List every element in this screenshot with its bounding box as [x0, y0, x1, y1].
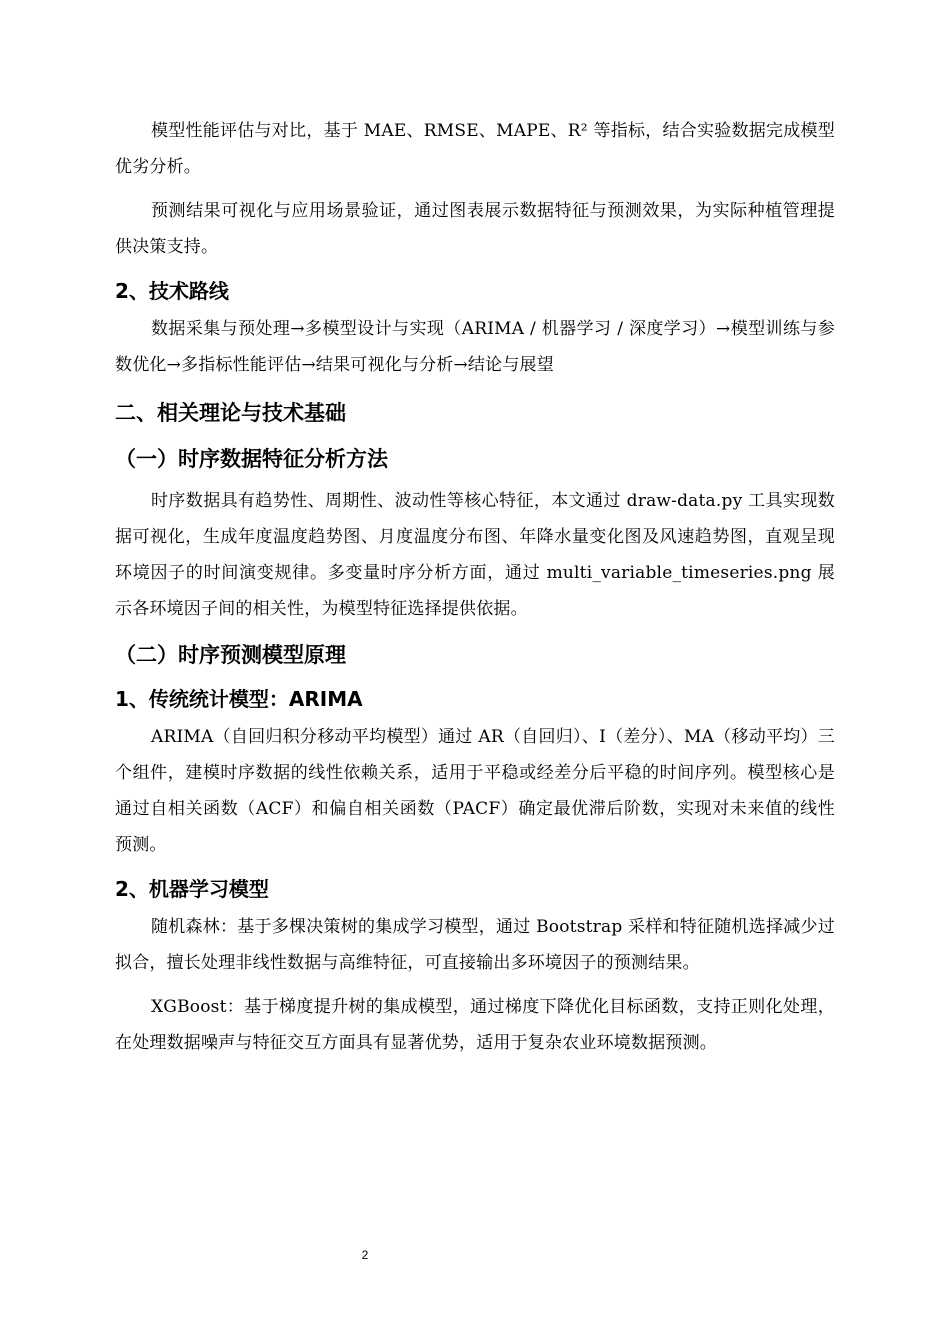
paragraph-visualization: 预测结果可视化与应用场景验证，通过图表展示数据特征与预测效果，为实际种植管理提供决策支持。	[115, 201, 835, 257]
paragraph-xgboost: XGBoost：基于梯度提升树的集成模型，通过梯度下降优化目标函数，支持正则化处理，在处理数据噪声与特征交互方面具有显著优势，适用于复杂农业环境数据预测。	[115, 997, 835, 1053]
page-number: 2	[361, 1248, 369, 1262]
paragraph-timeseries-features: 时序数据具有趋势性、周期性、波动性等核心特征，本文通过 draw-data.py 工具实现数据可视化，生成年度温度趋势图、月度温度分布图、年降水量变化图及风速趋势图，直观呈现环境因子的时间演变规律。多变量时序分析方面，通过 multi_variable_timeseries.png 展示各环境因子间的相关性，为模型特征选择提供依据。	[115, 491, 835, 619]
heading-tech-route: 2、技术路线	[115, 279, 229, 303]
section-heading-model-principles: （二）时序预测模型原理	[115, 643, 346, 667]
paragraph-random-forest: 随机森林：基于多棵决策树的集成学习模型，通过 Bootstrap 采样和特征随机选择减少过拟合，擅长处理非线性数据与高维特征，可直接输出多环境因子的预测结果。	[115, 917, 835, 973]
paragraph-arima: ARIMA（自回归积分移动平均模型）通过 AR（自回归）、I（差分）、MA（移动平均）三个组件，建模时序数据的线性依赖关系，适用于平稳或经差分后平稳的时间序列。模型核心是通过自相关函数（ACF）和偏自相关函数（PACF）确定最优滞后阶数，实现对未来值的线性预测。	[115, 727, 835, 855]
section-heading-timeseries-features: （一）时序数据特征分析方法	[115, 447, 388, 471]
heading-arima: 1、传统统计模型：ARIMA	[115, 687, 363, 711]
page-content	[115, 113, 835, 1069]
heading-machine-learning: 2、机器学习模型	[115, 877, 269, 901]
paragraph-tech-route: 数据采集与预处理→多模型设计与实现（ARIMA / 机器学习 / 深度学习）→模型训练与参数优化→多指标性能评估→结果可视化与分析→结论与展望	[115, 319, 835, 375]
chapter-heading-theory: 二、相关理论与技术基础	[115, 401, 346, 425]
paragraph-model-evaluation: 模型性能评估与对比，基于 MAE、RMSE、MAPE、R² 等指标，结合实验数据完成模型优劣分析。	[115, 121, 835, 177]
